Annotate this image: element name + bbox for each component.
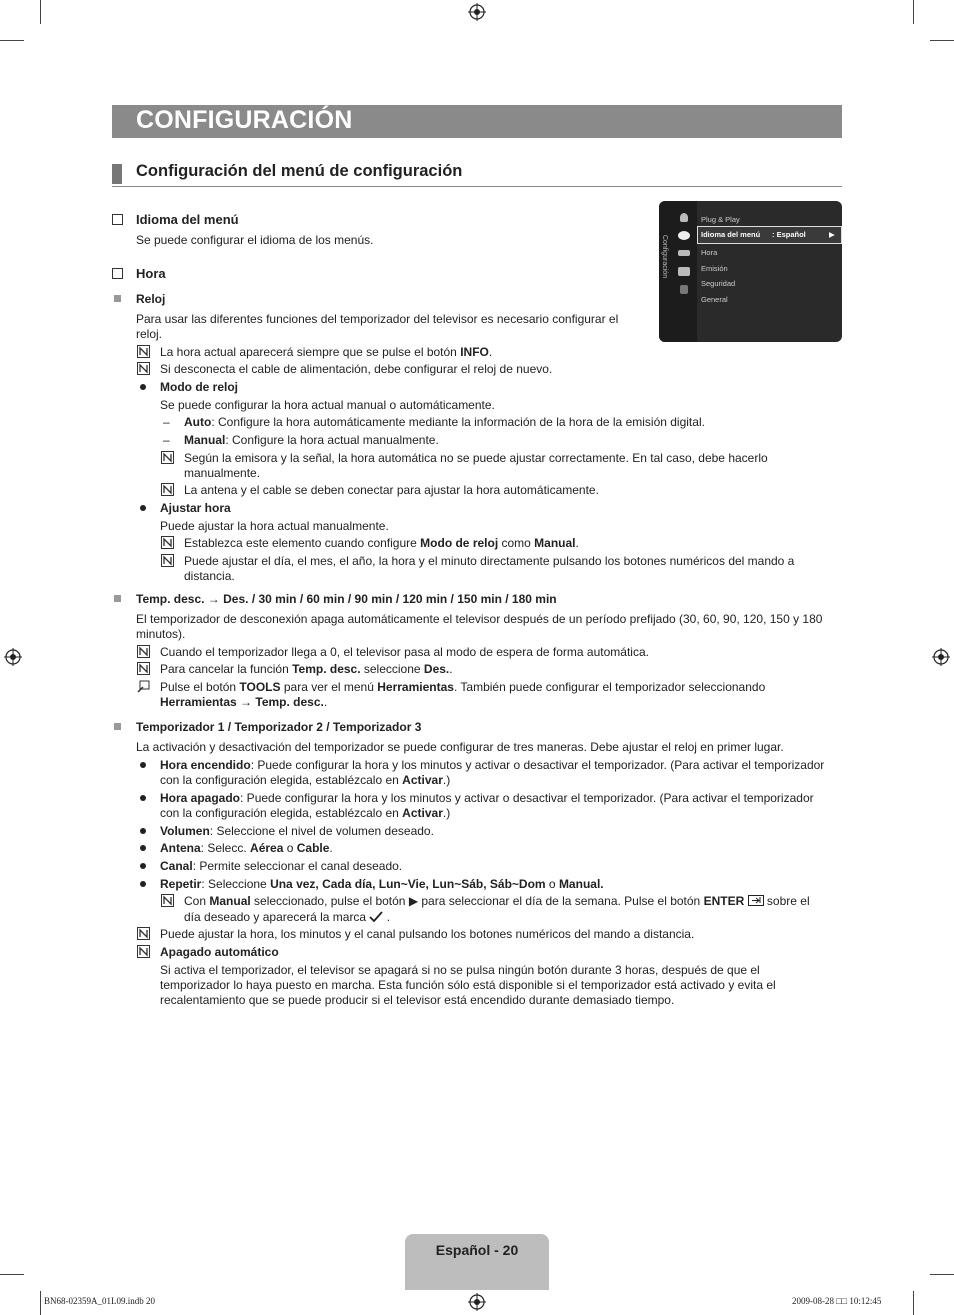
selected-item-label: Idioma del menú — [701, 230, 761, 239]
text-hora-encendido-2: con la configuración elegida, establézcalo en Activar.) — [160, 773, 451, 787]
dash-bullet: – — [163, 415, 170, 429]
text-antena: Antena: Selecc. Aérea o Cable. — [160, 841, 333, 855]
note-icon — [137, 945, 150, 958]
note-icon — [137, 662, 150, 675]
channel-icon — [678, 250, 690, 256]
note-numeric-1: Puede ajustar el día, el mes, el año, la hora y el minuto directamente pulsando los botones numéricos del mando a — [184, 554, 795, 568]
note-icon — [161, 483, 174, 496]
text-idioma: Se puede configurar el idioma de los menús. — [136, 233, 374, 247]
registration-mark-icon — [4, 648, 22, 666]
bullet-dot-icon — [140, 795, 146, 801]
tools-icon — [137, 680, 150, 693]
section-title: Configuración del menú de configuración — [136, 162, 463, 180]
chapter-title-bar — [112, 105, 842, 138]
crop-mark — [0, 40, 24, 41]
registration-mark-icon — [932, 648, 950, 666]
heading-timers: Temporizador 1 / Temporizador 2 / Temporizador 3 — [136, 720, 422, 734]
text-reloj-1: Para usar las diferentes funciones del temporizador del televisor es necesario configurar el — [136, 312, 619, 326]
text-temp-desc-1: El temporizador de desconexión apaga automáticamente el televisor después de un período prefijado (30, 60, 90, 120, 150 y 180 — [136, 612, 823, 626]
heading-hora: Hora — [136, 266, 166, 281]
text-reloj-2: reloj. — [136, 327, 163, 341]
menu-item: Plug & Play — [701, 215, 740, 224]
selected-item-value: : Español — [772, 230, 806, 239]
crop-mark — [930, 40, 954, 41]
note-manual-day-2: día deseado y aparecerá la marca . — [184, 910, 391, 924]
heading-apagado-automatico: Apagado automático — [160, 945, 279, 959]
note-icon — [137, 345, 150, 358]
crop-mark — [40, 0, 41, 24]
arrow-right-icon: ▶ — [829, 230, 835, 239]
registration-mark-icon — [468, 3, 486, 21]
note-numeric-2: distancia. — [184, 569, 235, 583]
crop-mark — [930, 1274, 954, 1275]
bullet-dot-icon — [140, 762, 146, 768]
support-icon — [680, 285, 688, 294]
crop-mark — [913, 0, 914, 24]
picture-icon — [680, 213, 688, 222]
note-icon — [161, 451, 174, 464]
checkbox-bullet-icon — [112, 268, 123, 279]
note-cancel: Para cancelar la función Temp. desc. seleccione Des.. — [160, 662, 453, 676]
text-hora-encendido-1: Hora encendido: Puede configurar la hora y los minutos y activar o desactivar el temporizador. (Para activar el temporizador — [160, 758, 825, 772]
heading-reloj: Reloj — [136, 292, 166, 306]
dash-bullet: – — [163, 433, 170, 447]
note-manual-day-1: Con Manual seleccionado, pulse el botón ▶ para seleccionar el día de la semana. Pulse el botón ENTER sobre el — [184, 894, 810, 908]
menu-side-label: Configuración — [661, 234, 669, 279]
note-icon — [137, 927, 150, 940]
page-number: Español - 20 — [435, 1242, 519, 1258]
note-antenna: La antena y el cable se deben conectar para ajustar la hora automáticamente. — [184, 483, 599, 497]
text-apagado-1: Si activa el temporizador, el televisor se apagará si no se pulsa ningún botón durante 3 horas, después de que el — [160, 963, 760, 977]
square-bullet-icon — [114, 723, 121, 730]
menu-item-selected — [697, 226, 842, 244]
footer-filename: BN68-02359A_01L09.indb 20 — [44, 1296, 155, 1306]
footer-timestamp: 2009-08-28 □□ 10:12:45 — [792, 1296, 882, 1306]
tv-menu-screenshot — [659, 201, 842, 342]
menu-item: Seguridad — [701, 279, 736, 288]
note-power: Si desconecta el cable de alimentación, debe configurar el reloj de nuevo. — [160, 362, 553, 376]
bullet-dot-icon — [140, 845, 146, 851]
section-heading — [112, 160, 842, 187]
note-icon — [161, 894, 174, 907]
note-icon — [137, 362, 150, 375]
note-adjust-numeric: Puede ajustar la hora, los minutos y el canal pulsando los botones numéricos del mando a distancia. — [160, 927, 695, 941]
text-hora-apagado-1: Hora apagado: Puede configurar la hora y los minutos y activar o desactivar el temporizador. (Para activar el temporizador — [160, 791, 814, 805]
text-modo-reloj: Se puede configurar la hora actual manual o automáticamente. — [160, 398, 495, 412]
checkmark-icon — [369, 911, 383, 922]
text-hora-apagado-2: con la configuración elegida, establézcalo en Activar.) — [160, 806, 451, 820]
text-apagado-3: recalentamiento que se puede producir si el televisor está encendido durante demasiado tiempo. — [160, 993, 675, 1007]
bullet-dot-icon — [140, 881, 146, 887]
text-repetir: Repetir: Seleccione Una vez, Cada día, Lun~Vie, Lun~Sáb, Sáb~Dom o Manual. — [160, 877, 604, 891]
heading-idioma: Idioma del menú — [136, 212, 239, 227]
menu-item: General — [701, 295, 728, 304]
bullet-dot-icon — [140, 863, 146, 869]
text-apagado-2: temporizador lo haya puesto en marcha. Esta función sólo está disponible si el temporizador está activado y evita el — [160, 978, 776, 992]
heading-modo-reloj: Modo de reloj — [160, 380, 238, 394]
note-info: La hora actual aparecerá siempre que se pulse el botón INFO. — [160, 345, 493, 359]
gear-icon — [678, 231, 690, 240]
crop-mark — [913, 1291, 914, 1315]
text-auto: Auto: Configure la hora automáticamente mediante la información de la hora de la emisión digital. — [184, 415, 705, 429]
tools-note-1: Pulse el botón TOOLS para ver el menú Herramientas. También puede configurar el temporizador seleccionando — [160, 680, 766, 694]
note-icon — [161, 554, 174, 567]
enter-icon — [748, 895, 764, 906]
text-manual: Manual: Configure la hora actual manualmente. — [184, 433, 439, 447]
registration-mark-icon — [468, 1293, 486, 1311]
page-number-tab — [405, 1234, 549, 1290]
square-bullet-icon — [114, 295, 121, 302]
text-canal: Canal: Permite seleccionar el canal deseado. — [160, 859, 403, 873]
note-signal-1: Según la emisora y la señal, la hora automática no se puede ajustar correctamente. En tal caso, debe hacerlo — [184, 451, 768, 465]
heading-temp-desc: Temp. desc. → Des. / 30 min / 60 min / 90 min / 120 min / 150 min / 180 min — [136, 592, 557, 606]
section-marker — [112, 164, 122, 184]
square-bullet-icon — [114, 595, 121, 602]
bullet-dot-icon — [140, 505, 146, 511]
heading-ajustar-hora: Ajustar hora — [160, 501, 231, 515]
text-temp-desc-2: minutos). — [136, 627, 186, 641]
chapter-title: CONFIGURACIÓN — [136, 106, 353, 134]
menu-item: Emisión — [701, 264, 728, 273]
menu-item: Hora — [701, 248, 718, 257]
note-signal-2: manualmente. — [184, 466, 261, 480]
tools-note-2: Herramientas → Temp. desc.. — [160, 695, 328, 709]
bullet-dot-icon — [140, 384, 146, 390]
bullet-dot-icon — [140, 828, 146, 834]
text-volumen: Volumen: Seleccione el nivel de volumen deseado. — [160, 824, 434, 838]
crop-mark — [40, 1291, 41, 1315]
checkbox-bullet-icon — [112, 214, 123, 225]
text-ajustar-hora: Puede ajustar la hora actual manualmente. — [160, 519, 389, 533]
crop-mark — [0, 1274, 24, 1275]
note-establezca: Establezca este elemento cuando configure Modo de reloj como Manual. — [184, 536, 579, 550]
note-icon — [137, 645, 150, 658]
note-standby: Cuando el temporizador llega a 0, el televisor pasa al modo de espera de forma automática. — [160, 645, 649, 659]
note-icon — [161, 536, 174, 549]
text-timers: La activación y desactivación del temporizador se puede configurar de tres maneras. Debe ajustar el reloj en primer lugar. — [136, 740, 784, 754]
input-icon — [678, 267, 690, 276]
